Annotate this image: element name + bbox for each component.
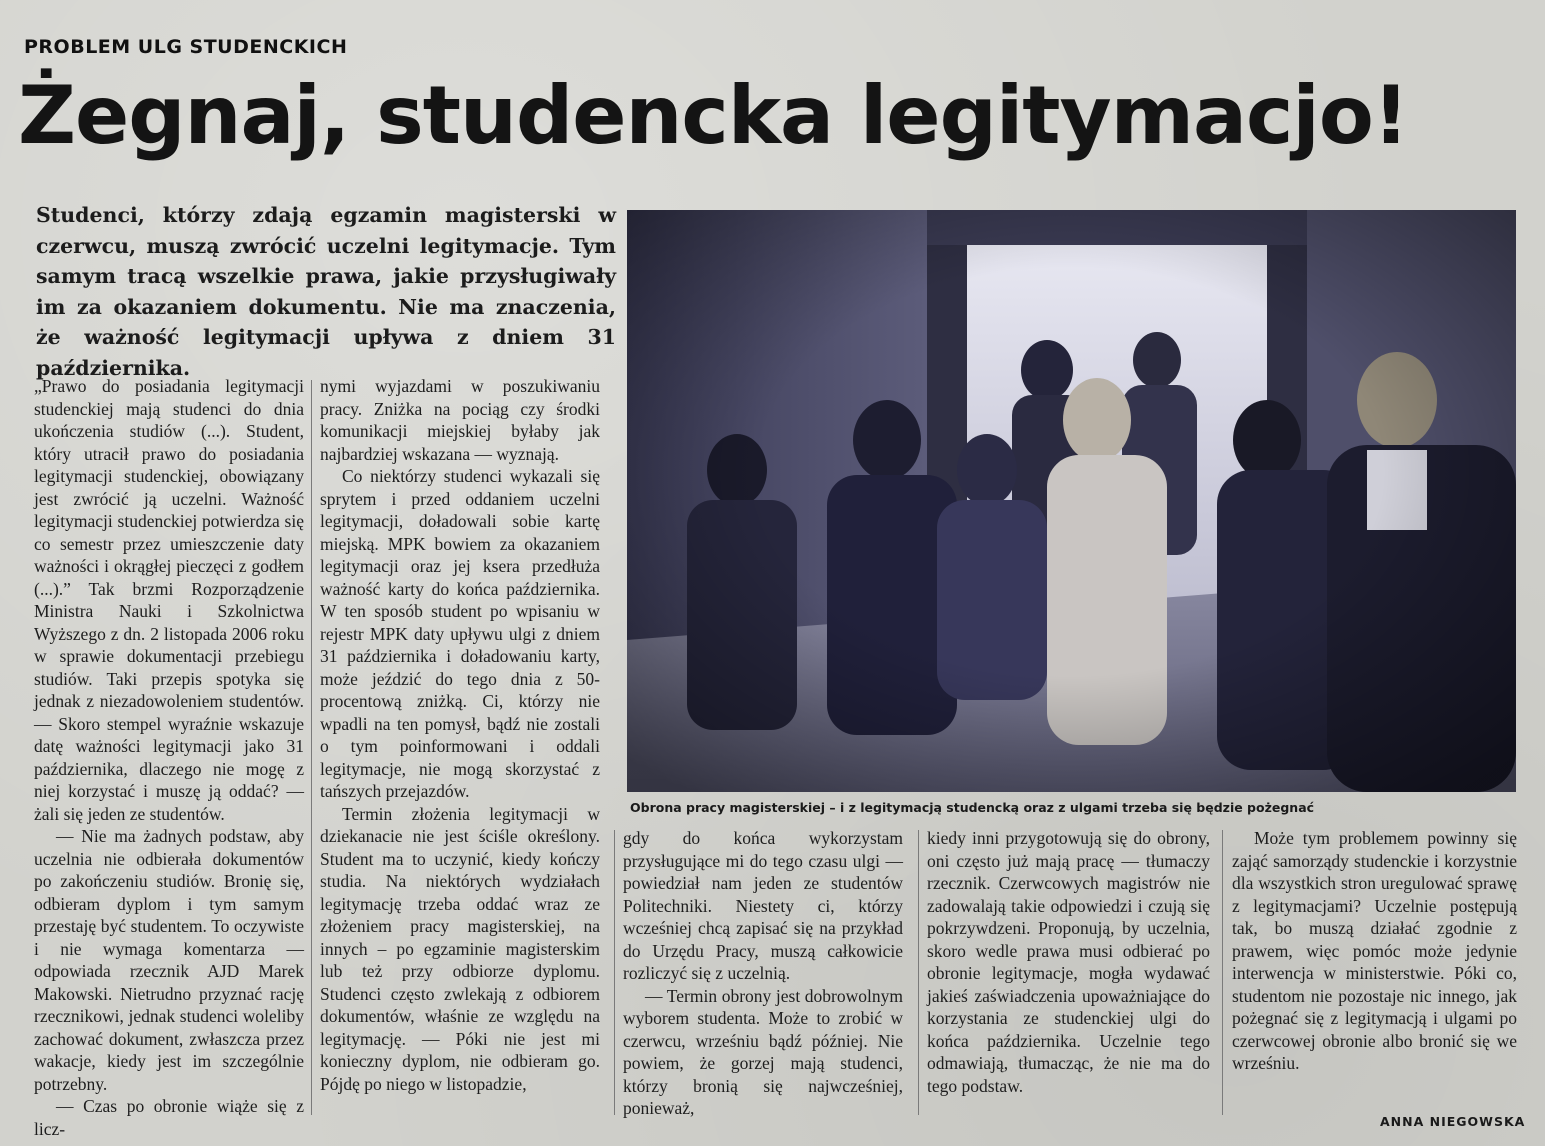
paragraph: gdy do końca wykorzystam przysługujące mi do tego czasu ulgi — powiedział nam jeden ze studentów Politechniki. Niestety ci, którzy wcześniej chcą zapisać się na przykład do Urzędu Pracy, muszą całkowicie rozliczyć się z uczelnią. bbox=[623, 828, 903, 983]
paragraph: kiedy inni przygotowują się do obrony, oni często już mają pracę — tłumaczy rzecznik. Czerwcowych magistrów nie zadowalają takie odpowiedzi i czują się pokrzywdzeni. Proponują, by uczelnia, skoro wedle prawa musi odbierać po obronie legitymacje, mogła wydawać jakieś zaświadczenia upoważniające do korzystania ze studenckiej ulgi do końca października. Uczelnie tego odmawiają, tłumacząc, że nie ma do tego podstaw. bbox=[927, 828, 1210, 1096]
column-divider bbox=[311, 380, 312, 1115]
paragraph: nymi wyjazdami w poszukiwaniu pracy. Zniżka na pociąg czy środki komunikacji miejskiej byłaby jak najbardziej wskazana — wyznają. bbox=[320, 376, 600, 464]
text-column-3 bbox=[623, 827, 903, 1120]
paragraph: — Czas po obronie wiąże się z licz- bbox=[34, 1096, 304, 1139]
text-column-1 bbox=[34, 375, 304, 1140]
paragraph: Co niektórzy studenci wykazali się sprytem i przed oddaniem uczelni legitymacji, doładowali sobie kartę miejską. MPK bowiem za okazaniem legitymacji oraz jej ksera przedłuża ważność karty do końca października. W ten sposób student po wpisaniu w rejestr MPK daty upływu ulgi z dniem 31 października i doładowaniu karty, może jeździć do tego dnia z 50-procentową zniżką. Ci, którzy nie wpadli na ten pomysł, bądź nie zostali o tym poinformowani i oddali legitymacje, nie mogą skorzystać z tańszych przejazdów. bbox=[320, 466, 600, 801]
article-headline: Żegnaj, studencka legitymacjo! bbox=[18, 69, 1409, 162]
photo-caption: Obrona pracy magisterskiej – i z legitymacją studencką oraz z ulgami trzeba się będzie pożegnać bbox=[630, 800, 1315, 815]
author-byline: ANNA NIEGOWSKA bbox=[1380, 1114, 1526, 1129]
text-column-5 bbox=[1232, 827, 1517, 1075]
paragraph: Termin złożenia legitymacji w dziekanacie nie jest ściśle określony. Student ma to uczynić, kiedy kończy studia. Na niektórych wydziałach legitymację trzeba oddać wraz ze złożeniem pracy magisterskiej, na innych – po egzaminie magisterskim lub też przy odbiorze dyplomu. Studenci często zwlekają z odbiorem dokumentów, właśnie ze względu na legitymację. — Póki nie jest mi konieczny dyplom, nie odbieram go. Pójdę po niego w listopadzie, bbox=[320, 803, 600, 1094]
column-divider bbox=[614, 830, 615, 1115]
paragraph: „Prawo do posiadania legitymacji studenckiej mają studenci do dnia ukończenia studiów (...). Student, który utracił prawo do posiadania legitymacji studenckiej, obowiązany jest zwrócić ją uczelni. Ważność legitymacji studenckiej potwierdza się co semestr przez umieszczenie daty ważności i okrągłej pieczęci z godłem (...).” Tak brzmi Rozporządzenie Ministra Nauki i Szkolnictwa Wyższego z dn. 2 listopada 2006 roku w sprawie dokumentacji przebiegu studiów. Taki przepis spotyka się jednak z niezadowoleniem studentów. — Skoro stempel wyraźnie wskazuje datę ważności legitymacji jako 31 października, dlaczego nie mogę z niej korzystać i muszę ją oddać? — żali się jeden ze studentów. bbox=[34, 376, 304, 824]
column-divider bbox=[1222, 830, 1223, 1115]
article-lead: Studenci, którzy zdają egzamin magisterski w czerwcu, muszą zwrócić uczelni legitymacje. Tym samym tracą wszelkie prawa, jakie przysługiwały im za okazaniem dokumentu. Nie ma znaczenia, że ważność legitymacji upływa z dniem 31 października. bbox=[36, 203, 616, 380]
paragraph: — Termin obrony jest dobrowolnym wyborem studenta. Może to zrobić w czerwcu, wrześniu bądź później. Nie powiem, że gorzej mają studenci, którzy bronią się najwcześniej, ponieważ, bbox=[623, 985, 903, 1118]
text-column-4 bbox=[927, 827, 1210, 1097]
photo-illustration bbox=[627, 210, 1516, 792]
paragraph: — Nie ma żadnych podstaw, aby uczelnia nie odbierała dokumentów po zakończeniu studiów. Bronię się, odbieram dyplom i tym samym przestaję być studentem. To oczywiste i nie wymaga komentarza — odpowiada rzecznik AJD Marek Makowski. Nietrudno przyznać rację rzecznikowi, jednak studenci woleliby zachować dokument, zwłaszcza przez wakacje, kiedy jest im szczególnie potrzebny. bbox=[34, 826, 304, 1094]
column-divider bbox=[918, 830, 919, 1115]
article-kicker: PROBLEM ULG STUDENCKICH bbox=[24, 36, 348, 58]
paragraph: Może tym problemem powinny się zająć samorządy studenckie i korzystnie dla wszystkich stron uregulować sprawę z legitymacjami? Uczelnie postępują tak, bo muszą działać zgodnie z prawem, więc pomóc może jedynie interwencja w ministerstwie. Póki co, studentom nie pozostaje nic innego, jak pożegnać się z legitymacją i ulgami po czerwcowej obronie albo bronić się we wrześniu. bbox=[1232, 828, 1517, 1073]
article-photo bbox=[627, 210, 1516, 792]
text-column-2 bbox=[320, 375, 600, 1095]
